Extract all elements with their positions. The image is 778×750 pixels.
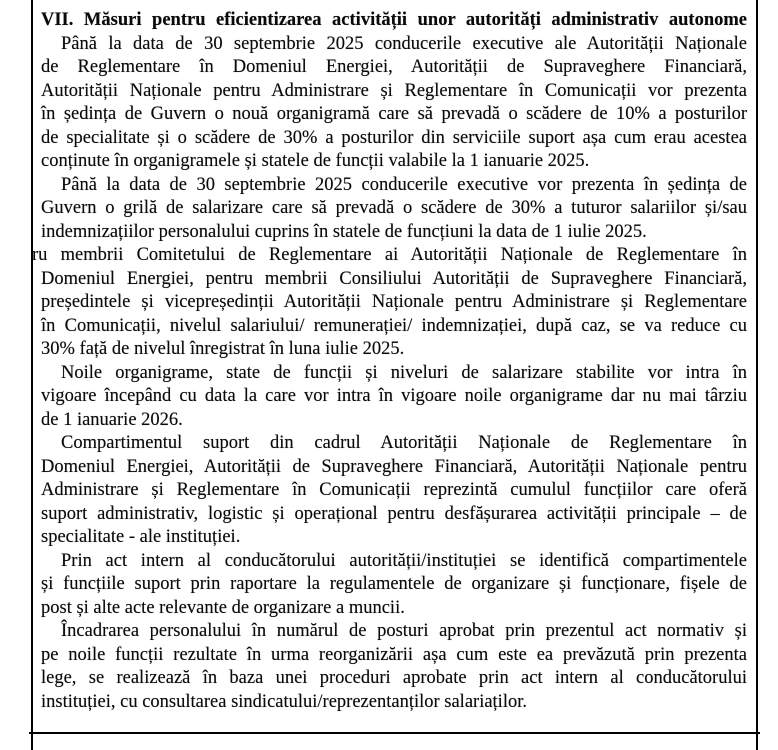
paragraph <box>41 432 747 550</box>
text-line: în ședința de Guvern o nouă organigramă care să prevadă o scădere de 10% a posturilor <box>41 104 747 124</box>
text-line: 30% față de nivelul înregistrat în luna iulie 2025. <box>41 339 405 359</box>
text-line: indemnizațiilor personalului cuprins în statele de funcțiuni la data de 1 iulie 2025. <box>41 221 647 242</box>
text-line: suport administrativ, logistic și operațional pentru desfășurarea activității principale – de <box>41 503 747 524</box>
table-cell-left-border <box>31 0 33 750</box>
text-line: Domeniul Energiei, pentru membrii Consiliului Autorității de Supraveghere Financiară, <box>41 268 747 289</box>
text-line: lege, se realizează în baza unei proceduri aprobate prin act intern al conducătorului <box>41 668 747 688</box>
paragraph <box>41 174 747 245</box>
text-line: de Reglementare în Domeniul Energiei, Autorității de Supraveghere Financiară, <box>41 57 747 77</box>
text-line: în Comunicații, nivelul salariului/ remunerației/ indemnizației, după caz, se va reduce cu <box>41 315 747 336</box>
section-title: VII. Măsuri pentru eficientizarea activității unor autorități administrativ autonome <box>41 10 747 30</box>
text-line: Noile organigrame, state de funcții și niveluri de salarizare stabilite vor intra în <box>61 362 747 383</box>
text-line: ru membrii Comitetului de Reglementare ai Autorității Naționale de Reglementare în <box>32 245 747 265</box>
text-line: Până la data de 30 septembrie 2025 conducerile executive vor prezenta în ședința de <box>61 174 747 195</box>
text-line: Domeniul Energiei, Autorității de Supraveghere Financiară, Autorității Naționale pentru <box>41 456 747 477</box>
text-line: de specialitate și o scădere de 30% a posturilor din serviciile suport așa cum erau acestea <box>41 127 747 148</box>
text-line: Încadrarea personalului în numărul de posturi aprobat prin prezentul act normativ și <box>61 621 747 641</box>
paragraph <box>41 33 747 174</box>
text-line: instituției, cu consultarea sindicatului/reprezentanților salariaților. <box>41 691 527 712</box>
text-line: vigoare începând cu data la care vor intra în vigoare noile organigrame dar nu mai târziu <box>41 386 747 406</box>
text-line: Administrare și Reglementare în Comunicații reprezintă cumulul funcțiilor care oferă <box>41 480 747 500</box>
text-line: de 1 ianuarie 2026. <box>41 409 183 430</box>
text-line: Autorității Naționale pentru Administrare și Reglementare în Comunicații vor prezenta <box>41 80 747 101</box>
text-line: conținute în organigramele și statele de funcții valabile la 1 ianuarie 2025. <box>41 151 590 171</box>
text-line: Prin act intern al conducătorului autorității/instituției se identifică compartimentele <box>61 550 747 571</box>
document-body <box>32 9 747 714</box>
text-line: post și alte acte relevante de organizare a muncii. <box>41 597 405 618</box>
text-line: Compartimentul suport din cadrul Autorității Naționale de Reglementare în <box>61 433 747 453</box>
text-line: Guvern o grilă de salarizare care să prevadă o scădere de 30% a tuturor salariilor și/sau <box>41 198 747 218</box>
paragraph <box>41 620 747 714</box>
table-cell-right-border <box>756 0 758 750</box>
paragraph <box>32 244 747 362</box>
text-line: pe noile funcții rezultate în urma reorganizării așa cum este ea prevăzută prin prezenta <box>41 644 747 665</box>
text-line: Până la data de 30 septembrie 2025 conducerile executive ale Autorității Naționale <box>61 33 747 54</box>
text-line: președintele și vicepreședinții Autorității Naționale pentru Administrare și Reglementare <box>41 292 747 312</box>
paragraph <box>41 550 747 621</box>
text-line: și funcțiile suport prin raportare la regulamentele de organizare și funcționare, fișele de <box>41 574 747 594</box>
paragraph <box>41 362 747 433</box>
table-row-divider <box>29 732 760 734</box>
text-line: specialitate - ale instituției. <box>41 527 241 547</box>
paragraphs-container <box>32 33 747 715</box>
